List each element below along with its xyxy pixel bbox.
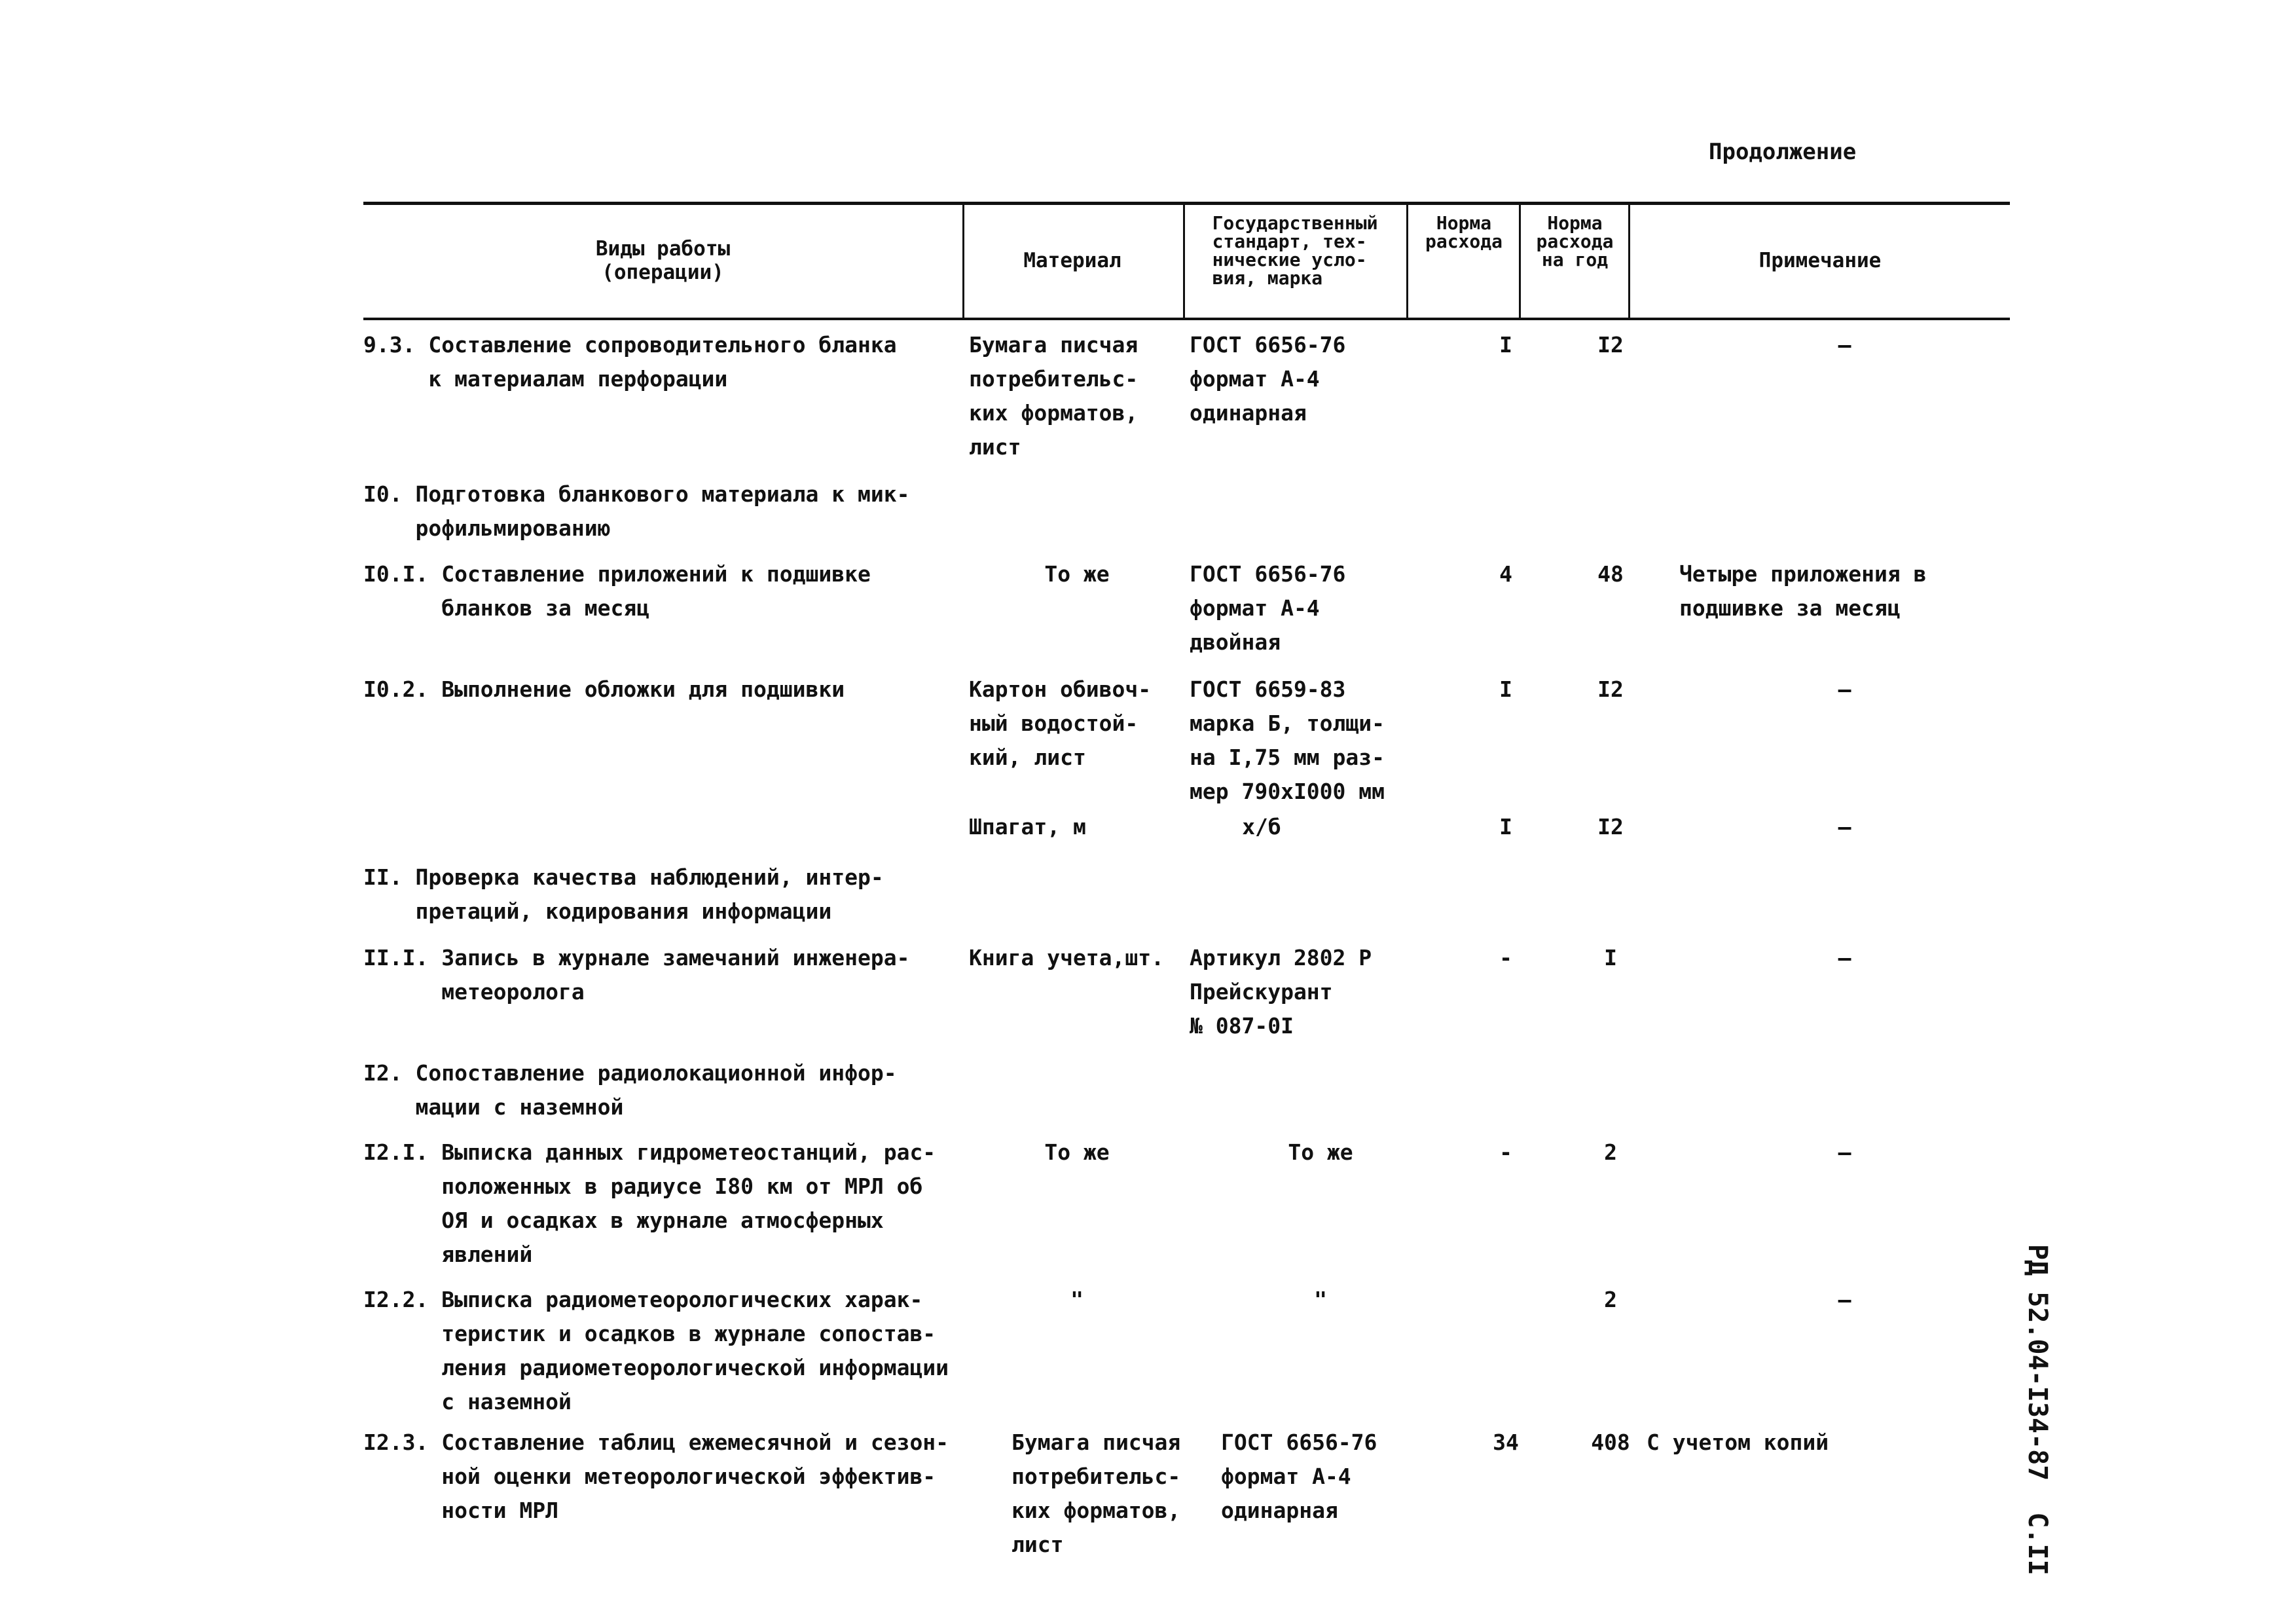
header-work: Виды работы (операции): [595, 237, 731, 284]
header-note: Примечание: [1758, 249, 1882, 273]
header-standard: Государственный стандарт, тех- нические усло- вия, марка: [1212, 212, 1378, 289]
header-norm-year: Норма расхода на год: [1536, 212, 1614, 270]
header-material: Материал: [1023, 249, 1121, 273]
continuation-label: Продолжение: [1709, 139, 1857, 165]
header-norm: Норма расхода: [1425, 212, 1503, 252]
table-header-rule: [363, 318, 2010, 320]
norms-table: Виды работы (операции) Материал Государственный стандарт, тех- нические усло- вия, марка Норма расхода Норма расхода на год Примечание 9.3. Составление сопроводительного бланка к материалам перфорации Бумага писчая потребительс- ких форматов, лист ГОСТ 6656-76 формат А-4 одинарная I I2 — I0. Подготовка бланкового материала к мик- рофильмированию I0.I. Составление приложений к подшивке бланков за месяц То же ГОСТ 6656-76 формат А-4 двойная 4 48 Четыре приложения в подшивке за месяц I0.2. Выполнение обложки для подшивки Картон обивоч- ный водостой- кий, лист ГОСТ 6659-83 марка Б, толщи- на I,75 мм раз- мер 790хI000 мм I I2 — Шпагат, м х/б I I2 — II. Проверка качества наблюдений, интер- претаций, кодирования информации II.I. Запись в журнале замечаний инженера- метеоролога Книга учета,шт. Артикул 2802 Р Прейскурант № 087-0I - I — I2. Сопоставление радиолокационной инфор- мации с наземной I2.I. Выписка данных гидрометеостанций, рас- положенных в радиусе I80 км от МРЛ об ОЯ и осадках в журнале атмосферных явлений То же То же - 2 — I2.2. Выписка радиометеорологических харак- теристик и осадков в журнале сопостав- ления радиометеорологической информации с наземной " " 2 — I2.3. Составление таблиц ежемесячной и сезон- ной оценки метеорологической эффектив- ности МРЛ Бумага писчая потребительс- ких форматов, лист ГОСТ 6656-76 формат А-4 одинарная 34 408 С учетом копий: [363, 202, 2010, 320]
table-header: [363, 205, 2010, 318]
document-code-side: РД 52.04-I34-87 С.II: [2022, 1244, 2052, 1576]
